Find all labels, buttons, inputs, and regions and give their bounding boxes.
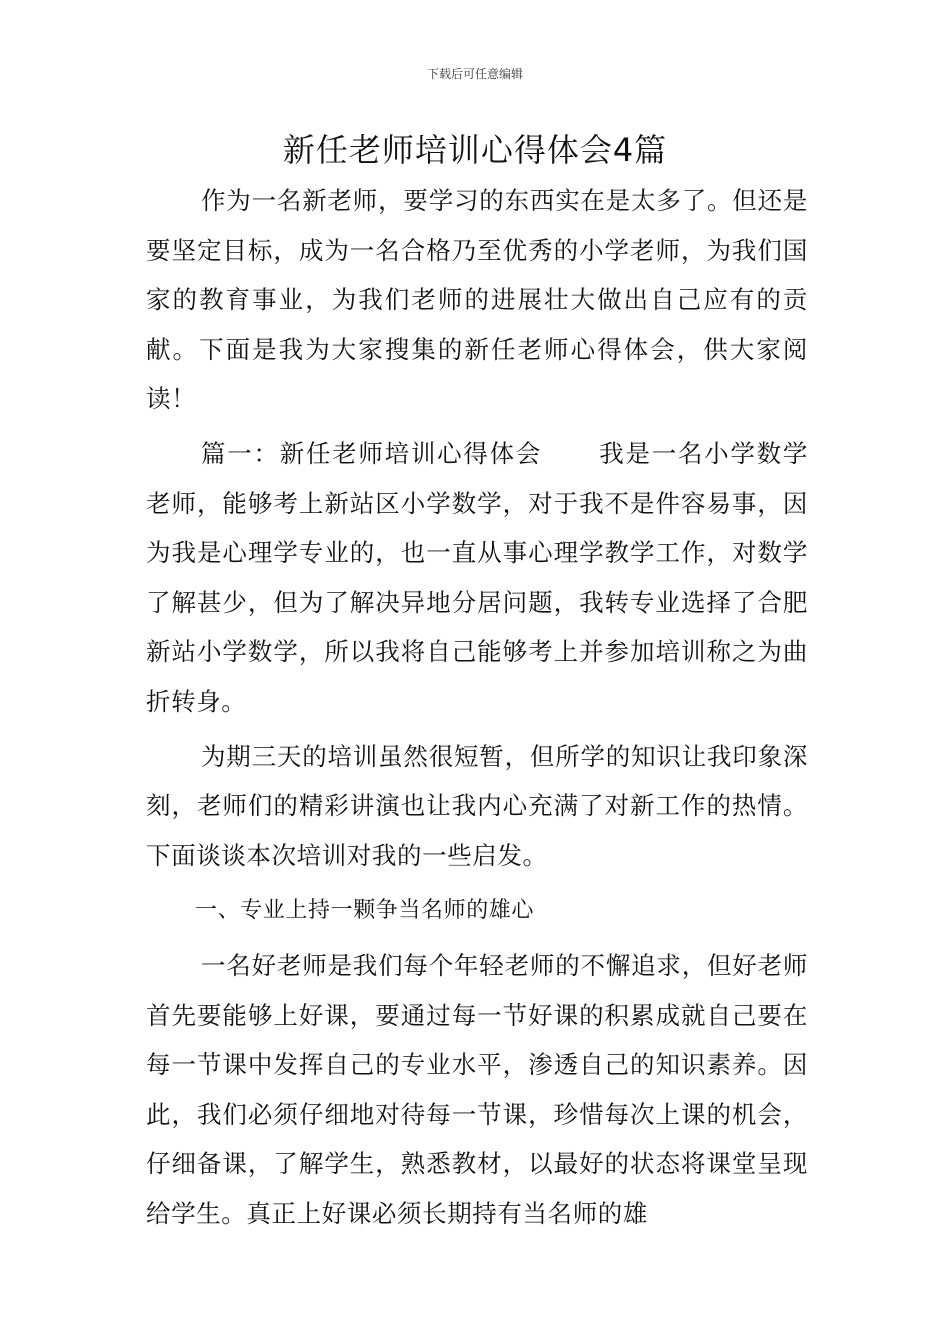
- document-title: 新任老师培训心得体会4篇: [282, 131, 668, 169]
- paragraph-chapter-one: [146, 429, 808, 727]
- paragraph-training: 为期三天的培训虽然很短暂，但所学的知识让我印象深刻，老师们的精彩讲演也让我内心充满了对新工作的热情。下面谈谈本次培训对我的一些启发。: [146, 741, 808, 870]
- document-body: [146, 176, 808, 1238]
- paragraph-teacher: 一名好老师是我们每个年轻老师的不懈追求，但好老师首先要能够上好课，要通过每一节好课的积累成就自己要在每一节课中发挥自己的专业水平，渗透自己的知识素养。因此，我们必须仔细地对待每一节课，珍惜每次上课的机会，仔细备课，了解学生，熟悉教材，以最好的状态将课堂呈现给学生。真正上好课必须长期持有当名师的雄: [146, 950, 808, 1228]
- chapter-text: 我是一名小学数学老师，能够考上新站区小学数学，对于我不是件容易事，因为我是心理学专业的，也一直从事心理学教学工作，对数学了解甚少，但为了解决异地分居问题，我转专业选择了合肥新站小学数学，所以我将自己能够考上并参加培训称之为曲折转身。: [146, 438, 808, 716]
- section-heading-one: 一、专业上持一颗争当名师的雄心: [195, 898, 535, 924]
- header-note: 下载后可任意编辑: [426, 67, 523, 81]
- paragraph-intro: 作为一名新老师，要学习的东西实在是太多了。但还是要坚定目标，成为一名合格乃至优秀的小学老师，为我们国家的教育事业，为我们老师的进展壮大做出自己应有的贡献。下面是我为大家搜集的新任老师心得体会，供大家阅读！: [146, 186, 808, 414]
- chapter-title: 篇一：新任老师培训心得体会: [201, 438, 543, 468]
